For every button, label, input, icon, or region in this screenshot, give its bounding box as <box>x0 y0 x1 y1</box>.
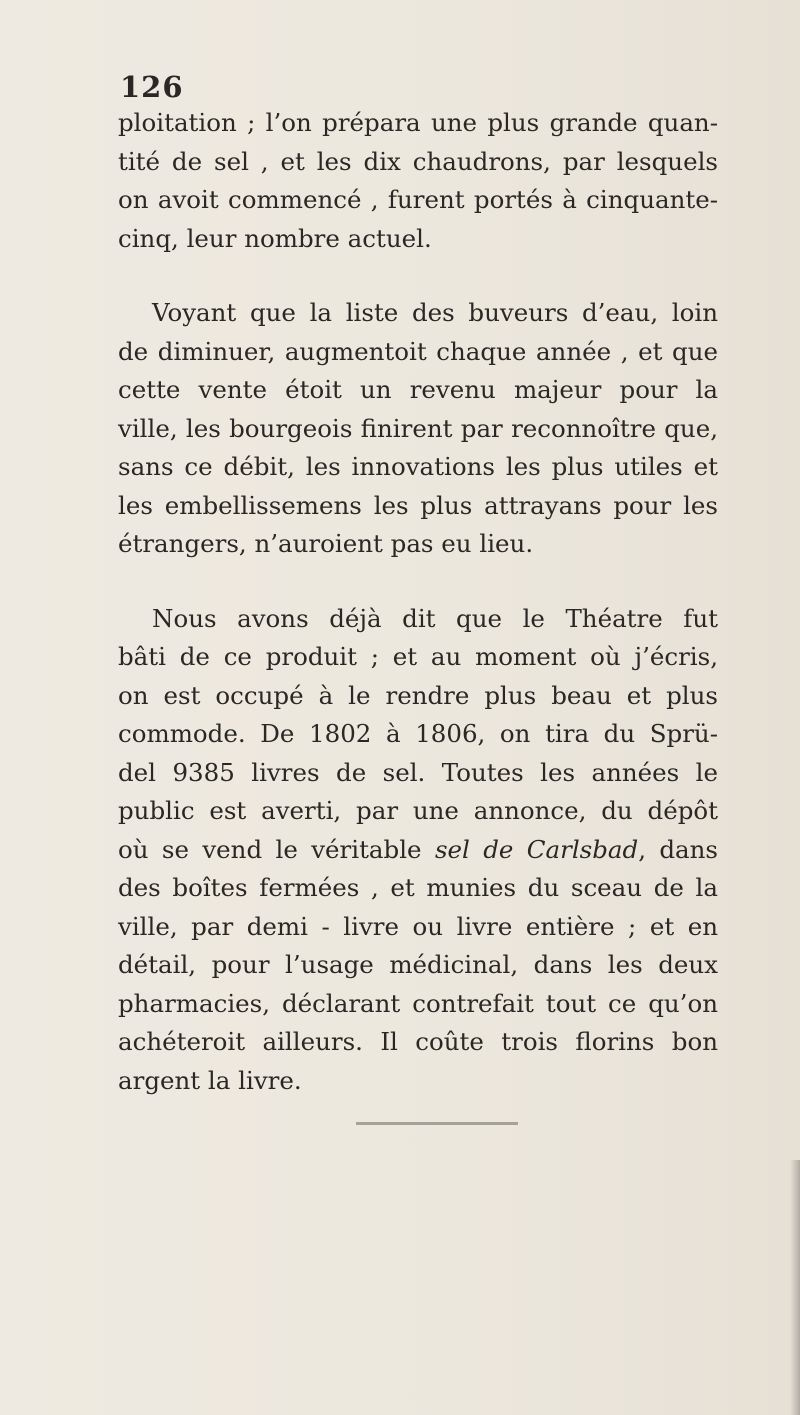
paragraph-2 <box>118 294 718 564</box>
text-line: les embellissemens les plus attrayans pour les <box>118 490 718 520</box>
text-line: tité de sel , et les dix chaudrons, par lesquels <box>118 146 718 176</box>
text-line: ploitation ; l’on prépara une plus grande quan- <box>118 108 718 137</box>
text-line: Voyant que la liste des buveurs d’eau, loin <box>152 298 718 327</box>
text-line: sans ce débit, les innovations les plus utiles et <box>118 452 718 481</box>
paragraph-gap <box>118 564 718 600</box>
page-edge-shadow <box>790 1160 800 1415</box>
text-line: del 9385 livres de sel. Toutes les années le <box>118 757 718 787</box>
text-line: cinq, leur nombre actuel. <box>118 223 432 253</box>
text-line: détail, pour l’usage médicinal, dans les deux <box>118 950 718 979</box>
text-line: ville, les bourgeois finirent par reconnoître que, <box>118 413 718 443</box>
text-line: commode. De 1802 à 1806, on tira du Sprü- <box>118 719 718 748</box>
text-line-with-italic <box>118 831 718 870</box>
text-line: bâti de ce produit ; et au moment où j’écris, <box>118 642 718 671</box>
text-line: des boîtes fermées , et munies du sceau de la <box>118 873 718 902</box>
text-line: de diminuer, augmentoit chaque année , et que <box>118 336 718 366</box>
text-line: on avoit commencé , furent portés à cinquante- <box>118 185 718 214</box>
text-line: pharmacies, déclarant contrefait tout ce qu’on <box>118 988 718 1018</box>
text-segment: où se vend le véritable <box>118 834 422 864</box>
paragraph-3 <box>118 600 718 1101</box>
text-segment: , dans <box>638 834 718 864</box>
text-line: étrangers, n’auroient pas eu lieu. <box>118 529 534 558</box>
text-line: ville, par demi - livre ou livre entière ; et en <box>118 911 718 941</box>
end-rule <box>356 1122 518 1125</box>
text-line: cette vente étoit un revenu majeur pour la <box>118 375 718 404</box>
text-line: achéteroit ailleurs. Il coûte trois florins bon <box>118 1027 718 1056</box>
paragraph-1 <box>118 104 718 258</box>
body-text <box>118 104 718 1100</box>
text-line: argent la livre. <box>118 1065 302 1095</box>
italic-phrase: sel de Carlsbad <box>434 834 639 864</box>
text-line: Nous avons déjà dit que le Théatre fut <box>152 603 718 633</box>
text-line: public est averti, par une annonce, du dépôt <box>118 796 718 825</box>
paragraph-gap <box>118 258 718 294</box>
page-number: 126 <box>120 70 184 104</box>
text-line: on est occupé à le rendre plus beau et plus <box>118 680 718 710</box>
